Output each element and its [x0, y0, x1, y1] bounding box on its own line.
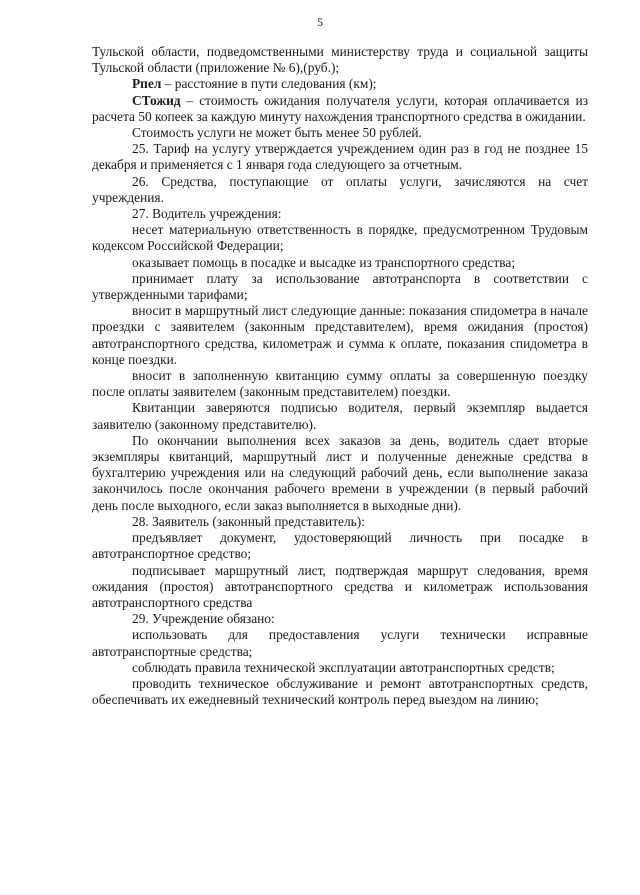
page-number: 5: [317, 15, 323, 29]
paragraph: По окончании выполнения всех заказов за день, водитель сдает вторые экземпляры квитанций, маршрутный лист и полученные денежные средства в бухгалтерию учреждения или на следующий рабочий день, если выполнение заказа закончилось после окончания рабочего времени в учреждении (в первый рабочий день после выходного, если заказ выполняется в выходные дни).: [92, 432, 588, 513]
paragraph: вносит в заполненную квитанцию сумму оплаты за совершенную поездку после оплаты заявителем (законным представителем) поездки.: [92, 368, 588, 400]
paragraph: принимает плату за использование автотранспорта в соответствии с утвержденными тарифами;: [92, 270, 588, 303]
document-body: [92, 44, 588, 708]
paragraph: предъявляет документ, удостоверяющий личность при посадке в автотранспортное средство;: [92, 530, 588, 562]
paragraph: 26. Средства, поступающие от оплаты услуги, зачисляются на счет учреждения.: [92, 173, 588, 205]
paragraph: соблюдать правила технической эксплуатации автотранспортных средств;: [132, 659, 555, 675]
paragraph: несет материальную ответственность в порядке, предусмотренном Трудовым кодексом Российской Федерации;: [92, 222, 588, 254]
paragraph: 29. Учреждение обязано:: [132, 611, 275, 627]
paragraph: Тульской области, подведомственными министерству труда и социальной защиты Тульской области (приложение № 6),(руб.);: [92, 44, 588, 76]
paragraph: вносит в маршрутный лист следующие данные: показания спидометра в начале проездки с заявителем (законным представителем), время ожидания (простоя) автотранспортного средства, километраж и сумма к оплате, показания спидометра в конце поездки.: [92, 303, 588, 367]
paragraph: использовать для предоставления услуги технически исправные автотранспортные средства;: [92, 627, 588, 659]
paragraph: Рпел – расстояние в пути следования (км);: [132, 76, 377, 92]
paragraph: проводить техническое обслуживание и ремонт автотранспортных средств, обеспечивать их ежедневный технический контроль перед выездом на линию;: [92, 675, 588, 708]
term-bold: СТожид: [132, 92, 181, 108]
paragraph: подписывает маршрутный лист, подтверждая маршрут следования, время ожидания (простоя) автотранспортного средства и километраж использования автотранспортного средства: [92, 562, 588, 610]
paragraph: Стоимость услуги не может быть менее 50 рублей.: [132, 125, 422, 141]
paragraph: 27. Водитель учреждения:: [132, 206, 282, 222]
paragraph: 28. Заявитель (законный представитель):: [132, 513, 365, 529]
term-bold: Рпел: [132, 76, 162, 92]
paragraph: Квитанции заверяются подписью водителя, первый экземпляр выдается заявителю (законному представителю).: [92, 400, 588, 432]
paragraph: 25. Тариф на услугу утверждается учреждением один раз в год не позднее 15 декабря и применяется с 1 января года следующего за отчетным.: [92, 141, 588, 173]
paragraph: СТожид – стоимость ожидания получателя услуги, которая оплачивается из расчета 50 копеек за каждую минуту нахождения транспортного средства в ожидании.: [92, 92, 588, 124]
paragraph: оказывает помощь в посадке и высадке из транспортного средства;: [132, 254, 516, 270]
